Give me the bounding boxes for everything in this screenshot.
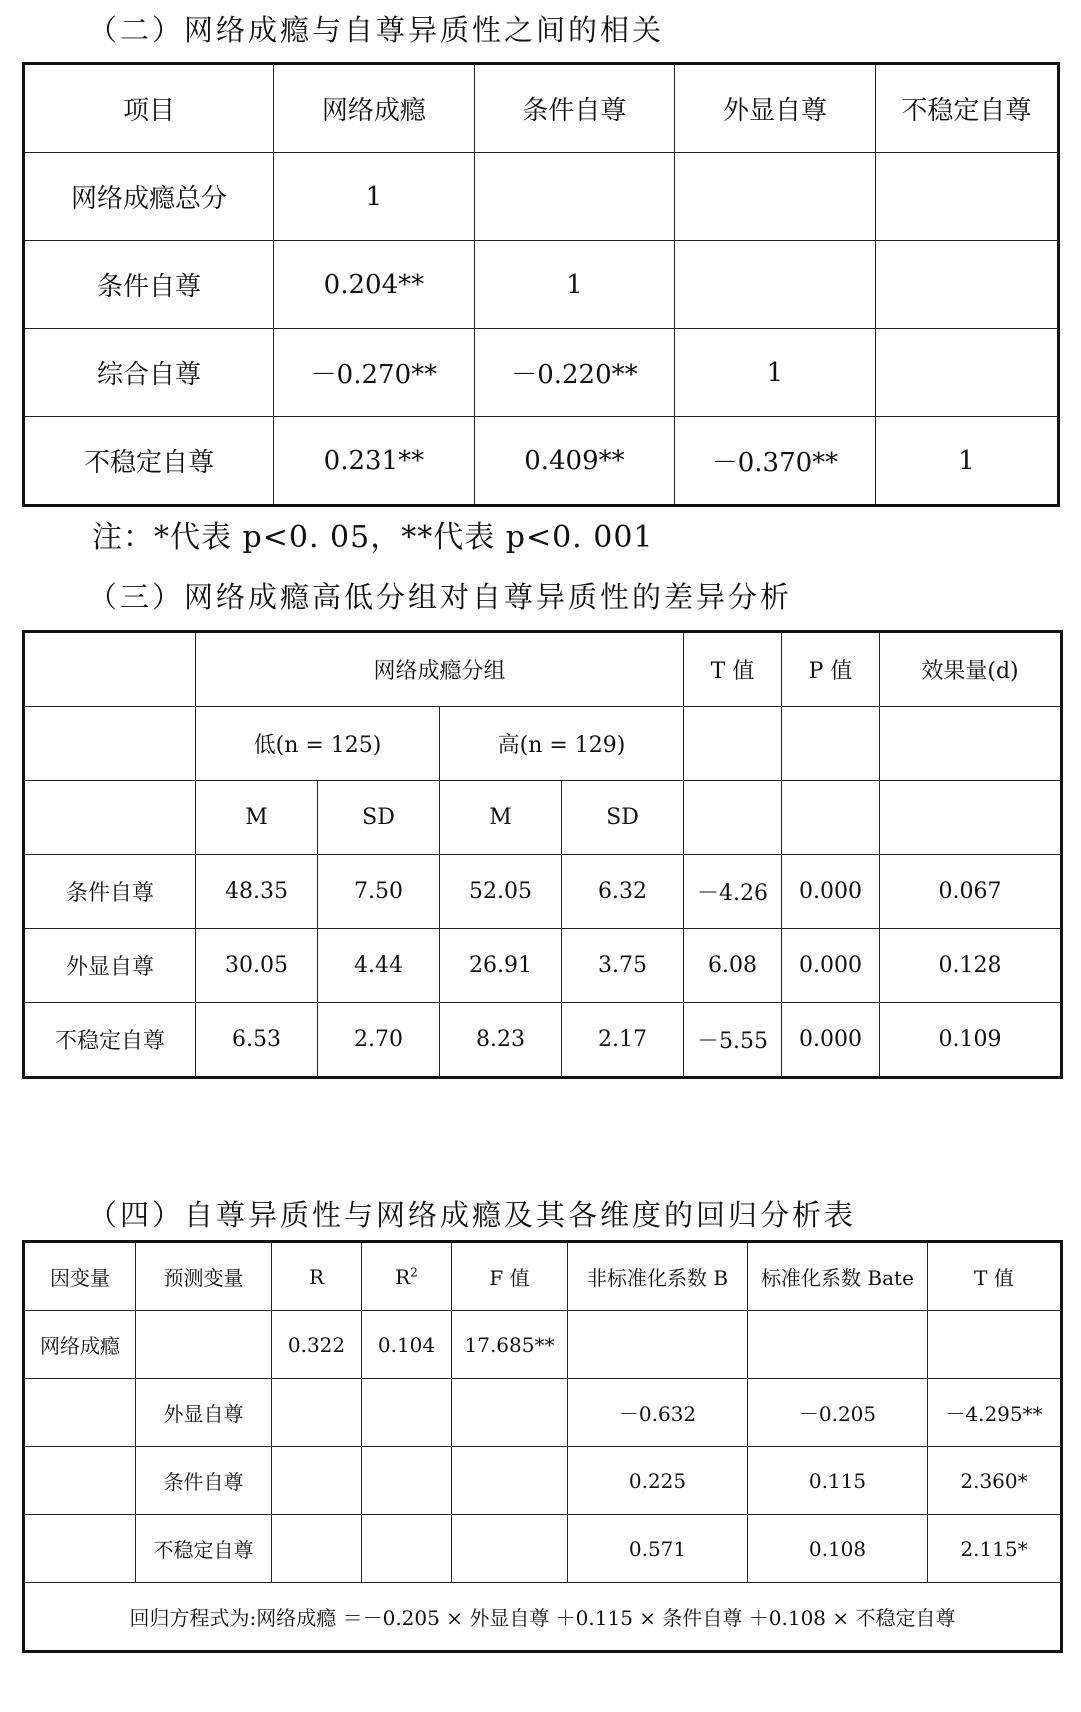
table-cell (675, 241, 876, 329)
table-cell: 1 (274, 153, 475, 241)
empty-cell (24, 632, 196, 707)
table-cell: 26.91 (440, 929, 562, 1003)
row-label: 不稳定自尊 (24, 417, 274, 506)
table-cell (452, 1515, 568, 1583)
table-cell: 0.571 (568, 1515, 748, 1583)
empty-cell (782, 781, 880, 855)
table-cell (875, 241, 1058, 329)
header-cell: 因变量 (24, 1242, 136, 1311)
table-cell (24, 1515, 136, 1583)
table-cell: 0.128 (880, 929, 1062, 1003)
row-label: 不稳定自尊 (24, 1003, 196, 1078)
section4-title: （四）自尊异质性与网络成瘾及其各维度的回归分析表 (88, 1198, 857, 1232)
header-cell: 标准化系数 Bate (748, 1242, 928, 1311)
table-row (24, 929, 1062, 1003)
table-row (24, 329, 1059, 417)
high-group-header: 高(n = 129) (440, 707, 684, 781)
table-cell: 6.32 (562, 855, 684, 929)
header-cell: F 值 (452, 1242, 568, 1311)
table-row (24, 241, 1059, 329)
row-label: 网络成瘾总分 (24, 153, 274, 241)
table-cell (675, 153, 876, 241)
table-cell: 1 (875, 417, 1058, 506)
table-cell (568, 1311, 748, 1379)
table-cell (362, 1447, 452, 1515)
empty-cell (684, 707, 782, 781)
table-header-row (24, 707, 1062, 781)
m-header: M (196, 781, 318, 855)
table-header-row (24, 1242, 1062, 1311)
table-cell (928, 1311, 1062, 1379)
table-cell: 2.115* (928, 1515, 1062, 1583)
table-cell: －0.270** (274, 329, 475, 417)
table-cell: 3.75 (562, 929, 684, 1003)
table-cell: 0.409** (474, 417, 675, 506)
r-squared-label: R (395, 1264, 411, 1289)
group-difference-table (22, 630, 1063, 1079)
table-cell (136, 1311, 272, 1379)
table-cell: －5.55 (684, 1003, 782, 1078)
table-cell: 外显自尊 (136, 1379, 272, 1447)
table-cell: 2.17 (562, 1003, 684, 1078)
empty-cell (24, 707, 196, 781)
table-cell (875, 329, 1058, 417)
table-cell: 1 (474, 241, 675, 329)
table-row (24, 1447, 1062, 1515)
table-cell (474, 153, 675, 241)
table-row (24, 1515, 1062, 1583)
table-cell: 1 (675, 329, 876, 417)
regression-equation: 回归方程式为:网络成瘾 ＝－0.205 × 外显自尊 ＋0.115 × 条件自尊 ＋0.108 × 不稳定自尊 (24, 1583, 1062, 1652)
correlation-table (22, 62, 1060, 507)
table-cell: 52.05 (440, 855, 562, 929)
table-cell: 2.70 (318, 1003, 440, 1078)
header-cell: R (272, 1242, 362, 1311)
table-cell: 0.000 (782, 855, 880, 929)
table-cell: －4.295** (928, 1379, 1062, 1447)
table-cell: 0.231** (274, 417, 475, 506)
row-label: 条件自尊 (24, 855, 196, 929)
section2-title: （二）网络成瘾与自尊异质性之间的相关 (88, 13, 665, 47)
table-cell: 0.204** (274, 241, 475, 329)
group-header: 网络成瘾分组 (196, 632, 684, 707)
empty-cell (880, 781, 1062, 855)
table-cell (24, 1379, 136, 1447)
header-cell: 外显自尊 (675, 64, 876, 153)
table-row (24, 1003, 1062, 1078)
row-label: 综合自尊 (24, 329, 274, 417)
section3-title: （三）网络成瘾高低分组对自尊异质性的差异分析 (88, 580, 793, 614)
table-cell: 0.225 (568, 1447, 748, 1515)
table-cell (272, 1447, 362, 1515)
table-row (24, 855, 1062, 929)
table-cell (452, 1447, 568, 1515)
table-cell (24, 1447, 136, 1515)
empty-cell (880, 707, 1062, 781)
header-cell: 网络成瘾 (274, 64, 475, 153)
table-cell: 0.000 (782, 929, 880, 1003)
table-cell: 30.05 (196, 929, 318, 1003)
header-cell: T 值 (928, 1242, 1062, 1311)
equation-row (24, 1583, 1062, 1652)
table-cell: 4.44 (318, 929, 440, 1003)
header-cell: 预测变量 (136, 1242, 272, 1311)
table-cell: 6.53 (196, 1003, 318, 1078)
empty-cell (782, 707, 880, 781)
table-cell: 不稳定自尊 (136, 1515, 272, 1583)
table-cell (452, 1379, 568, 1447)
table-cell: 0.115 (748, 1447, 928, 1515)
table-cell: 8.23 (440, 1003, 562, 1078)
row-label: 外显自尊 (24, 929, 196, 1003)
empty-cell (24, 781, 196, 855)
table-cell (362, 1379, 452, 1447)
table-cell: 0.322 (272, 1311, 362, 1379)
table-cell: －0.370** (675, 417, 876, 506)
effect-size-header: 效果量(d) (880, 632, 1062, 707)
significance-note: 注：*代表 p<0. 05，**代表 p<0. 001 (92, 520, 654, 555)
table-cell: 0.109 (880, 1003, 1062, 1078)
table-header-row (24, 781, 1062, 855)
table-header-row (24, 632, 1062, 707)
table-row (24, 153, 1059, 241)
header-cell (362, 1242, 452, 1311)
table-cell (272, 1515, 362, 1583)
table-cell: 6.08 (684, 929, 782, 1003)
table-cell: 条件自尊 (136, 1447, 272, 1515)
table-cell: 0.067 (880, 855, 1062, 929)
superscript-two: 2 (410, 1264, 418, 1279)
m-header: M (440, 781, 562, 855)
sd-header: SD (318, 781, 440, 855)
table-cell: 2.360* (928, 1447, 1062, 1515)
table-cell: －0.205 (748, 1379, 928, 1447)
low-group-header: 低(n = 125) (196, 707, 440, 781)
sd-header: SD (562, 781, 684, 855)
table-row (24, 1311, 1062, 1379)
p-value-header: P 值 (782, 632, 880, 707)
table-cell: 17.685** (452, 1311, 568, 1379)
table-row (24, 417, 1059, 506)
table-cell: 0.000 (782, 1003, 880, 1078)
empty-cell (684, 781, 782, 855)
header-cell: 非标准化系数 B (568, 1242, 748, 1311)
table-cell: 0.104 (362, 1311, 452, 1379)
regression-table (22, 1240, 1063, 1653)
header-cell: 条件自尊 (474, 64, 675, 153)
table-row (24, 1379, 1062, 1447)
table-cell: －4.26 (684, 855, 782, 929)
table-cell: 网络成瘾 (24, 1311, 136, 1379)
t-value-header: T 值 (684, 632, 782, 707)
header-cell: 不稳定自尊 (875, 64, 1058, 153)
header-cell: 项目 (24, 64, 274, 153)
table-cell (748, 1311, 928, 1379)
table-cell: －0.220** (474, 329, 675, 417)
table-cell: 48.35 (196, 855, 318, 929)
table-cell: －0.632 (568, 1379, 748, 1447)
table-cell: 7.50 (318, 855, 440, 929)
table-cell (875, 153, 1058, 241)
table-cell (272, 1379, 362, 1447)
table-cell (362, 1515, 452, 1583)
row-label: 条件自尊 (24, 241, 274, 329)
table-header-row (24, 64, 1059, 153)
table-cell: 0.108 (748, 1515, 928, 1583)
